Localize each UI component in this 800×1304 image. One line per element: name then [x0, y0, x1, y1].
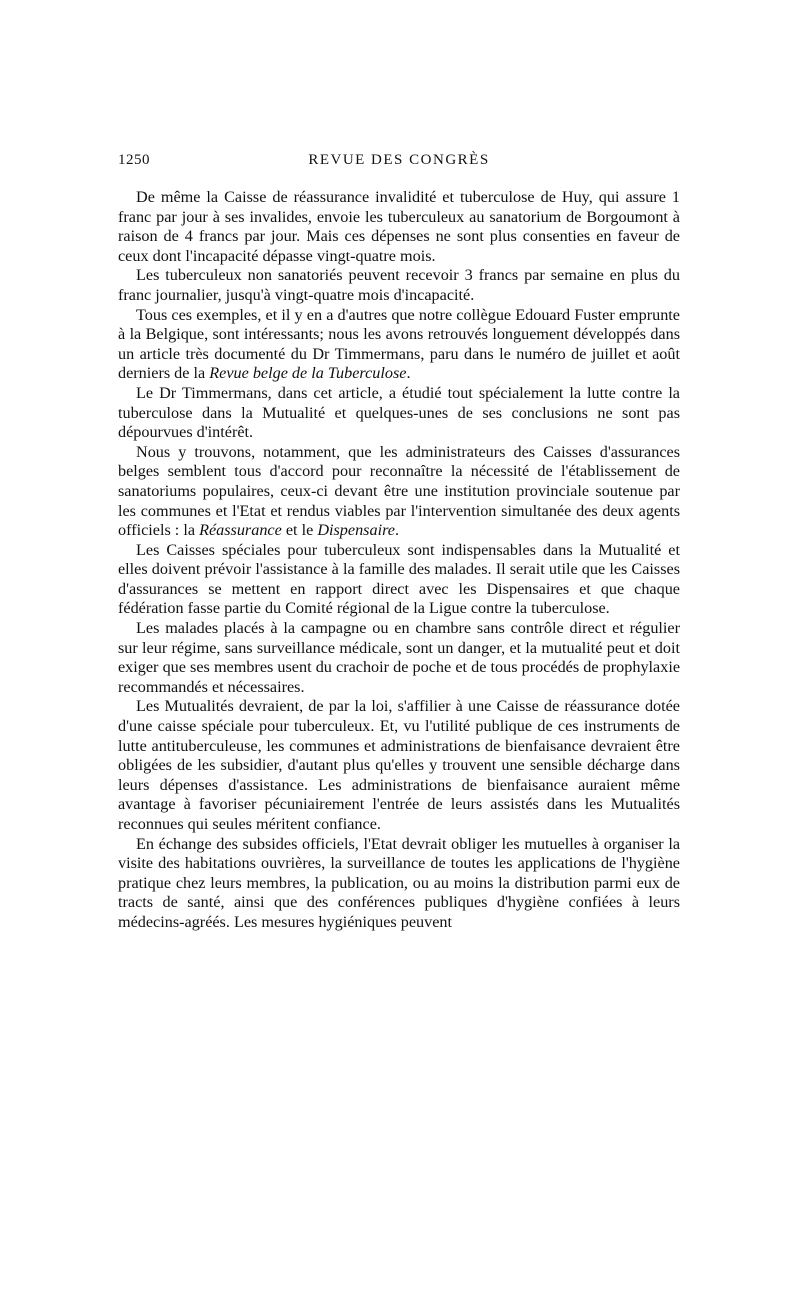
paragraph: [118, 619, 680, 697]
italic-text: Dispensaire: [317, 521, 395, 540]
paragraph: [118, 306, 680, 384]
paragraph-text: Tous ces exemples, et il y en a d'autres que notre collègue Edouard Fuster emprunte à la Belgique, sont intéressants; nous les avons retrouvés longuement développés dans un article très documenté du Dr Timmermans, paru dans le numéro de juillet et août derniers de la: [118, 305, 680, 383]
paragraph-text: Les malades placés à la campagne ou en chambre sans contrôle direct et régulier sur leur régime, sans surveillance médicale, sont un danger, et la mutualité peut et doit exiger que ses membres usent du crachoir de poche et de tous procédés de prophylaxie recommandés et nécessaires.: [118, 619, 680, 696]
body-text: [118, 188, 680, 933]
paragraph-text: Les Caisses spéciales pour tuberculeux sont indispensables dans la Mutualité et elles doivent prévoir l'assistance à la famille des malades. Il serait utile que les Caisses d'assurances se mettent en rapport direct avec les Dispensaires et que chaque fédération fasse partie du Comité régional de la Ligue contre la tuberculose.: [118, 540, 680, 618]
page-number: 1250: [118, 152, 150, 168]
italic-text: Réassurance: [199, 521, 282, 540]
paragraph-text: Le Dr Timmermans, dans cet article, a étudié tout spécialement la lutte contre la tuberculose dans la Mutualité et quelques-unes de ses conclusions ne sont pas dépourvues d'intérêt.: [118, 383, 680, 442]
paragraph: [118, 697, 680, 834]
paragraph-text: .: [406, 364, 411, 383]
paragraph: [118, 188, 680, 266]
paragraph-text: Nous y trouvons, notamment, que les administrateurs des Caisses d'assurances belges semblent tous d'accord pour reconnaître la nécessité de l'établissement de sanatoriums populaires, ceux-ci devant être une institution provinciale soutenue par les communes et l'Etat et rendus viables par l'intervention simultanée des deux agents officiels : la: [118, 442, 680, 540]
paragraph: [118, 266, 680, 305]
italic-text: Revue belge de la Tuberculose: [209, 364, 407, 383]
paragraph-text: Les Mutualités devraient, de par la loi, s'affilier à une Caisse de réassurance dotée d'une caisse spéciale pour tuberculeux. Et, vu l'utilité publique de ces instruments de lutte antituberculeuse, les communes et administrations de bienfaisance devraient être obligées de les subsidier, d'autant plus qu'elles y trouvent une sensible décharge dans leurs dépenses d'assistance. Les administrations de bienfaisance auraient même avantage à favoriser pécuniairement l'entrée de leurs assistés dans les Mutualités reconnues qui seules méritent confiance.: [118, 697, 680, 833]
paragraph-text: et le: [281, 521, 318, 540]
paragraph-text: .: [394, 521, 399, 540]
journal-title: REVUE DES CONGRÈS: [308, 152, 490, 168]
paragraph: [118, 541, 680, 619]
paragraph-text: Les tuberculeux non sanatoriés peuvent recevoir 3 francs par semaine en plus du franc journalier, jusqu'à vingt-quatre mois d'incapacité.: [118, 266, 680, 304]
running-head: [118, 152, 680, 174]
paragraph-text: De même la Caisse de réassurance invalidité et tuberculose de Huy, qui assure 1 franc par jour à ses invalides, envoie les tuberculeux au sanatorium de Borgoumont à raison de 4 francs par jour. Mais ces dépenses ne sont plus consenties en faveur de ceux dont l'incapacité dépasse vingt-quatre mois.: [118, 188, 680, 265]
paragraph: [118, 835, 680, 933]
paragraph: [118, 384, 680, 443]
paragraph-text: En échange des subsides officiels, l'Etat devrait obliger les mutuelles à organiser la visite des habitations ouvrières, la surveillance de toutes les applications de l'hygiène pratique chez leurs membres, la publication, ou au moins la distribution parmi eux de tracts de santé, ainsi que des conférences publiques d'hygiène confiées à leurs médecins-agréés. Les mesures hygiéniques peuvent: [118, 834, 680, 931]
paragraph: [118, 443, 680, 541]
